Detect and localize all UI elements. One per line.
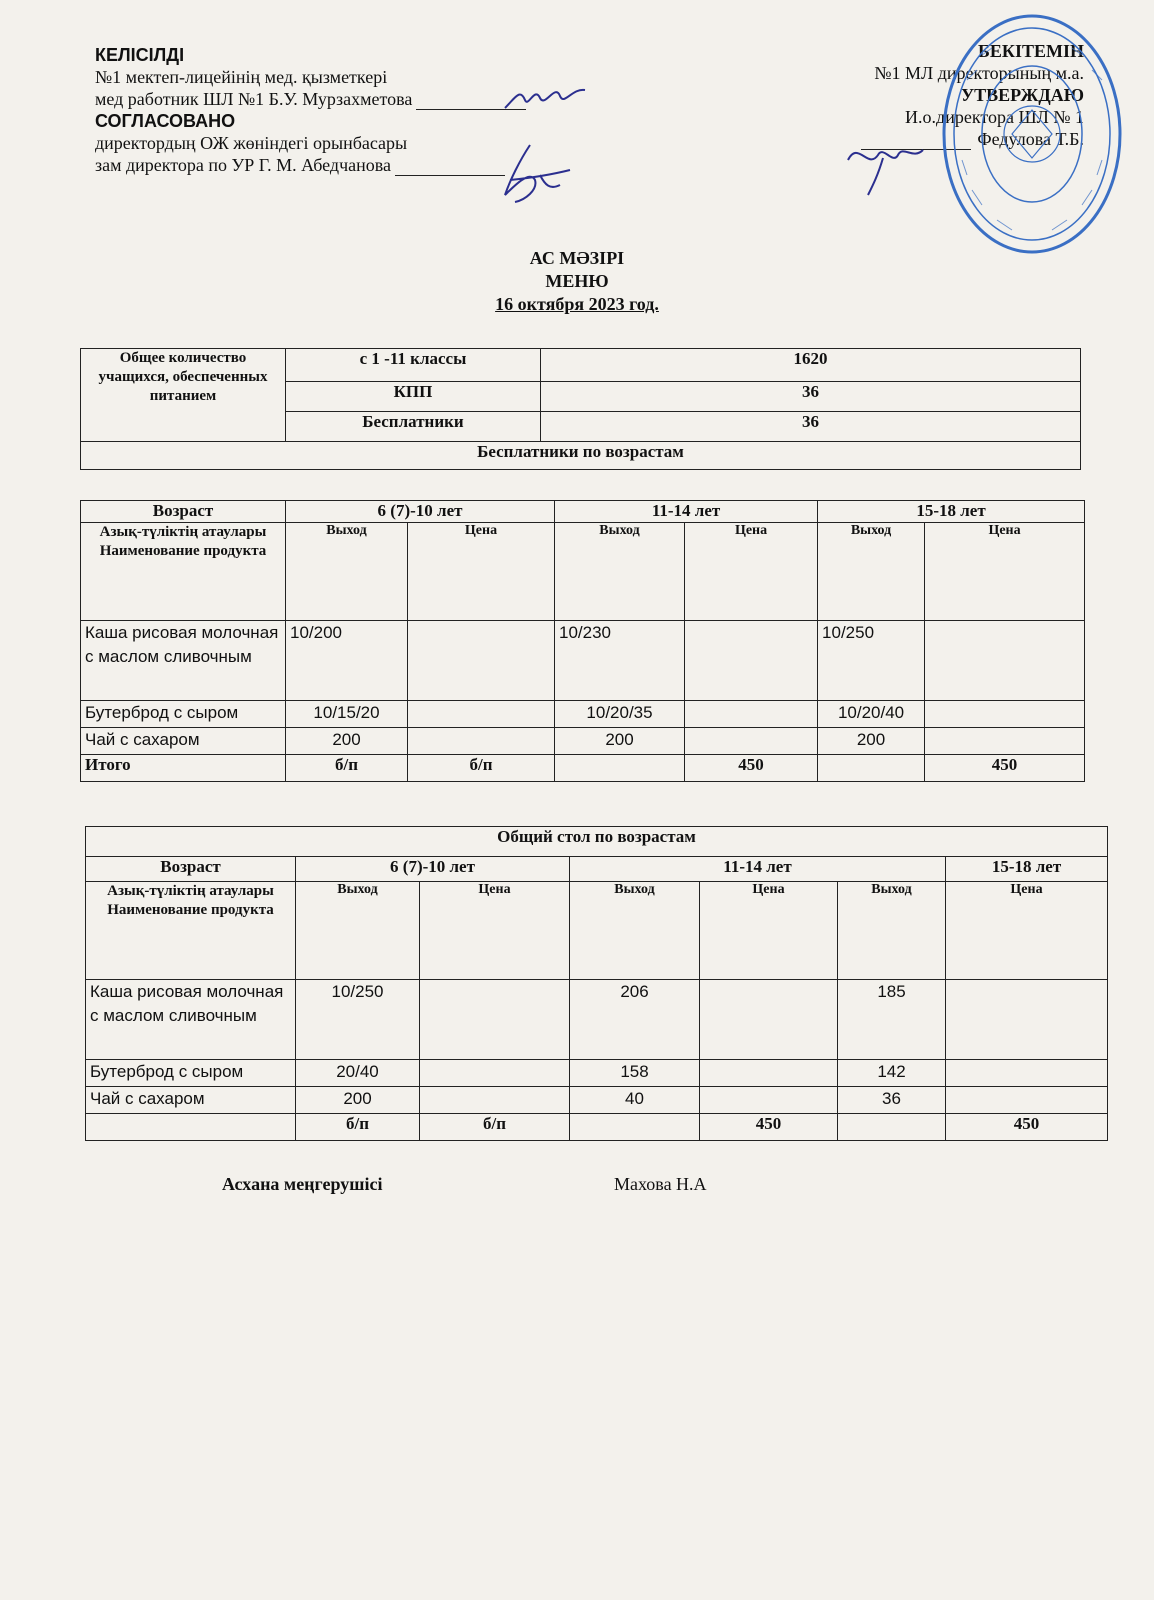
total-label: Итого bbox=[81, 755, 286, 782]
output-cell: 36 bbox=[838, 1087, 946, 1114]
price-cell bbox=[408, 621, 555, 701]
output-cell: 10/20/40 bbox=[818, 701, 925, 728]
deputy-signature-line bbox=[395, 159, 505, 176]
output-cell: 185 bbox=[838, 980, 946, 1060]
canteen-head-role: Асхана меңгерушісі bbox=[222, 1174, 383, 1194]
menu-title bbox=[0, 247, 1154, 316]
table-row bbox=[86, 1087, 1108, 1114]
agreed-kz-heading: КЕЛІСІЛДІ bbox=[95, 45, 185, 65]
total-price-cell: б/п bbox=[420, 1114, 570, 1141]
total-output-cell bbox=[555, 755, 685, 782]
table-row bbox=[81, 728, 1085, 755]
product-name: Чай с сахаром bbox=[86, 1087, 296, 1114]
price-cell bbox=[925, 701, 1085, 728]
price-header: Цена bbox=[420, 882, 570, 980]
output-cell: 200 bbox=[296, 1087, 420, 1114]
age-group-2: 11-14 лет bbox=[555, 501, 818, 523]
output-cell: 200 bbox=[286, 728, 408, 755]
med-signature bbox=[500, 78, 590, 118]
table-row bbox=[86, 1060, 1108, 1087]
output-header: Выход bbox=[570, 882, 700, 980]
summary-row-name: КПП bbox=[286, 382, 541, 412]
price-header: Цена bbox=[946, 882, 1108, 980]
director-name-text: Федулова Т.Б. bbox=[977, 129, 1084, 149]
output-cell: 10/20/35 bbox=[555, 701, 685, 728]
total-price-cell: 450 bbox=[925, 755, 1085, 782]
price-cell bbox=[946, 1060, 1108, 1087]
total-row bbox=[81, 755, 1085, 782]
age-group-3: 15-18 лет bbox=[946, 857, 1108, 882]
official-seal-stamp bbox=[937, 10, 1127, 258]
agreed-ru-heading: СОГЛАСОВАНО bbox=[95, 111, 236, 131]
general-table bbox=[85, 826, 1108, 1141]
product-header: Азық-түліктің атаулары Наименование продукта bbox=[81, 523, 286, 621]
price-cell bbox=[685, 728, 818, 755]
age-group-2: 11-14 лет bbox=[570, 857, 946, 882]
output-header: Выход bbox=[838, 882, 946, 980]
price-cell bbox=[685, 701, 818, 728]
summary-row-value: 36 bbox=[541, 412, 1081, 442]
age-group-3: 15-18 лет bbox=[818, 501, 1085, 523]
product-name: Каша рисовая молочная с маслом сливочным bbox=[81, 621, 286, 701]
output-cell: 10/250 bbox=[296, 980, 420, 1060]
total-price-cell: б/п bbox=[408, 755, 555, 782]
title-kz: АС МӘЗІРІ bbox=[529, 248, 625, 268]
menu-date: 16 октября 2023 год. bbox=[495, 294, 659, 314]
age-label: Возраст bbox=[81, 501, 286, 523]
summary-row-name: Бесплатники bbox=[286, 412, 541, 442]
total-output-cell bbox=[570, 1114, 700, 1141]
price-header: Цена bbox=[700, 882, 838, 980]
summary-label: Общее количество учащихся, обеспеченных питанием bbox=[81, 349, 286, 442]
price-cell bbox=[420, 1087, 570, 1114]
total-output-cell: б/п bbox=[296, 1114, 420, 1141]
deputy-kz: директордың ОЖ жөніндегі орынбасары bbox=[95, 133, 408, 153]
approve-ru-heading: УТВЕРЖДАЮ bbox=[960, 85, 1084, 105]
output-cell: 200 bbox=[818, 728, 925, 755]
product-name: Каша рисовая молочная с маслом сливочным bbox=[86, 980, 296, 1060]
product-header: Азық-түліктің атаулары Наименование продукта bbox=[86, 882, 296, 980]
total-output-cell: б/п bbox=[286, 755, 408, 782]
output-cell: 206 bbox=[570, 980, 700, 1060]
summary-row-name: с 1 -11 классы bbox=[286, 349, 541, 382]
total-row bbox=[86, 1114, 1108, 1141]
price-cell bbox=[420, 1060, 570, 1087]
price-cell bbox=[685, 621, 818, 701]
free-meals-table bbox=[80, 500, 1085, 782]
price-cell bbox=[700, 1060, 838, 1087]
director-kz: №1 МЛ директорының м.а. bbox=[874, 63, 1084, 83]
approve-kz-heading: БЕКІТЕМІН bbox=[978, 41, 1084, 61]
output-cell: 40 bbox=[570, 1087, 700, 1114]
price-cell bbox=[925, 728, 1085, 755]
price-header: Цена bbox=[408, 523, 555, 621]
price-cell bbox=[946, 980, 1108, 1060]
summary-row-value: 36 bbox=[541, 382, 1081, 412]
output-header: Выход bbox=[555, 523, 685, 621]
deputy-signature bbox=[490, 140, 580, 210]
general-table-title: Общий стол по возрастам bbox=[86, 827, 1108, 857]
output-header: Выход bbox=[296, 882, 420, 980]
price-header: Цена bbox=[925, 523, 1085, 621]
total-label bbox=[86, 1114, 296, 1141]
total-output-cell bbox=[818, 755, 925, 782]
med-worker-kz: №1 мектеп-лицейінің мед. қызметкері bbox=[95, 67, 388, 87]
director-ru: И.о.директора ШЛ № 1 bbox=[905, 107, 1084, 127]
output-header: Выход bbox=[818, 523, 925, 621]
product-name: Чай с сахаром bbox=[81, 728, 286, 755]
output-cell: 10/250 bbox=[818, 621, 925, 701]
price-cell bbox=[408, 701, 555, 728]
table-row bbox=[86, 980, 1108, 1060]
price-cell bbox=[420, 980, 570, 1060]
output-cell: 20/40 bbox=[296, 1060, 420, 1087]
output-cell: 10/200 bbox=[286, 621, 408, 701]
price-header: Цена bbox=[685, 523, 818, 621]
output-cell: 10/15/20 bbox=[286, 701, 408, 728]
output-cell: 142 bbox=[838, 1060, 946, 1087]
output-cell: 10/230 bbox=[555, 621, 685, 701]
director-signature bbox=[838, 130, 928, 200]
price-cell bbox=[700, 980, 838, 1060]
output-cell: 200 bbox=[555, 728, 685, 755]
age-group-1: 6 (7)-10 лет bbox=[286, 501, 555, 523]
total-price-cell: 450 bbox=[700, 1114, 838, 1141]
price-cell bbox=[946, 1087, 1108, 1114]
age-label: Возраст bbox=[86, 857, 296, 882]
price-cell bbox=[700, 1087, 838, 1114]
total-output-cell bbox=[838, 1114, 946, 1141]
product-name: Бутерброд с сыром bbox=[81, 701, 286, 728]
med-worker-ru-text: мед работник ШЛ №1 Б.У. Мурзахметова bbox=[95, 89, 413, 109]
deputy-ru-text: зам директора по УР Г. М. Абедчанова bbox=[95, 155, 392, 175]
table-row bbox=[81, 621, 1085, 701]
title-ru: МЕНЮ bbox=[545, 271, 609, 291]
table-row bbox=[81, 701, 1085, 728]
canteen-head-name: Махова Н.А bbox=[614, 1174, 707, 1194]
output-header: Выход bbox=[286, 523, 408, 621]
summary-row-value: 1620 bbox=[541, 349, 1081, 382]
price-cell bbox=[408, 728, 555, 755]
output-cell: 158 bbox=[570, 1060, 700, 1087]
total-price-cell: 450 bbox=[685, 755, 818, 782]
product-name: Бутерброд с сыром bbox=[86, 1060, 296, 1087]
age-group-1: 6 (7)-10 лет bbox=[296, 857, 570, 882]
free-by-age-heading: Бесплатники по возрастам bbox=[81, 442, 1081, 470]
summary-table bbox=[80, 348, 1081, 470]
price-cell bbox=[925, 621, 1085, 701]
total-price-cell: 450 bbox=[946, 1114, 1108, 1141]
